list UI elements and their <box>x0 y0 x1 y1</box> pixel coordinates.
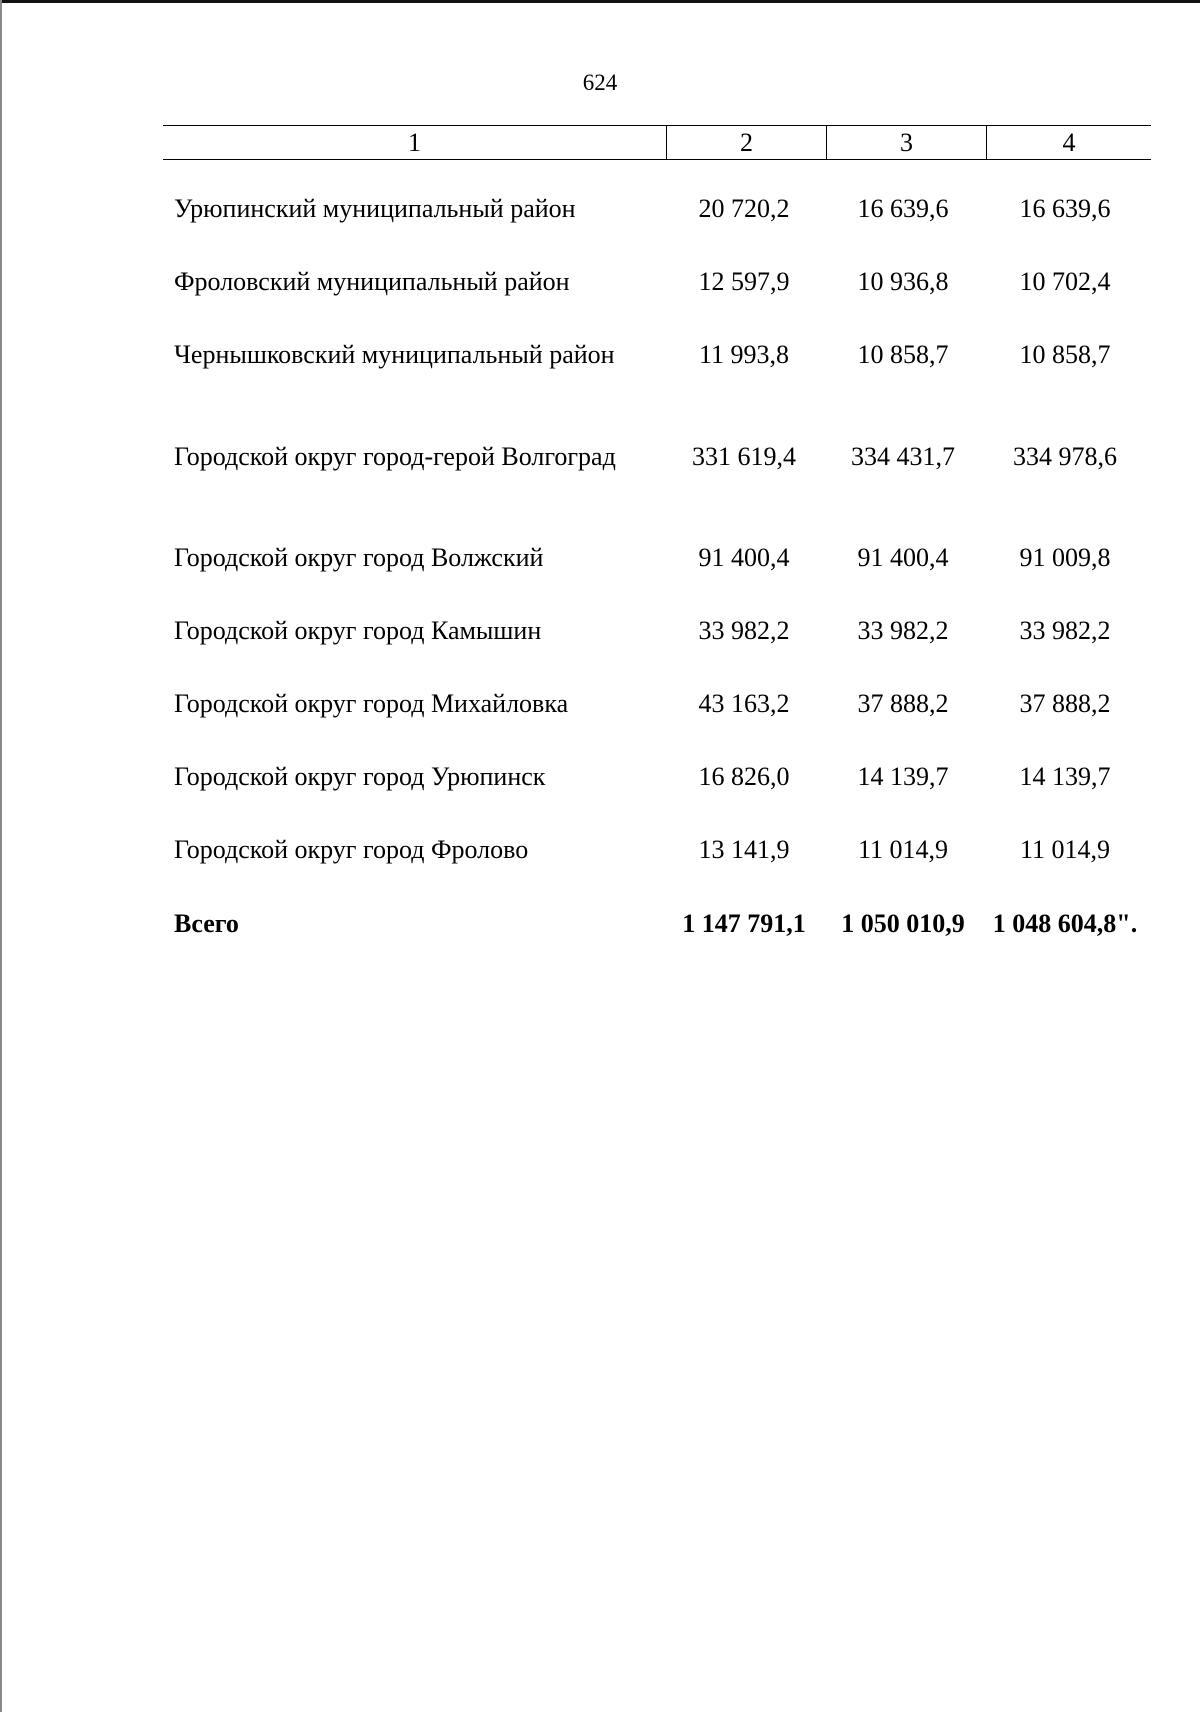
row-value-col-3: 10 936,8 <box>857 267 949 296</box>
header-col-3: 3 <box>826 126 986 159</box>
row-value-col-2: 331 619,4 <box>692 442 796 471</box>
row-name: Городской округ город Фролово <box>174 835 529 864</box>
row-value-col-4: 11 014,9 <box>1019 835 1111 864</box>
row-value-col-4: 10 858,7 <box>1019 340 1111 369</box>
row-value-col-4: 37 888,2 <box>1019 689 1111 718</box>
row-value-col-3: 11 014,9 <box>857 835 949 864</box>
row-name: Городской округ город Камышин <box>174 616 542 645</box>
row-name: Городской округ город-герой Волгоград <box>174 442 616 471</box>
row-value-col-4: 91 009,8 <box>1019 543 1111 572</box>
row-value-col-2: 13 141,9 <box>698 835 790 864</box>
row-name: Городской округ город Волжский <box>174 543 544 572</box>
total-value-col-3: 1 050 010,9 <box>841 909 965 938</box>
header-col-4: 4 <box>986 126 1151 159</box>
row-value-col-3: 10 858,7 <box>857 340 949 369</box>
row-value-col-3: 33 982,2 <box>857 616 949 645</box>
row-value-col-3: 16 639,6 <box>857 194 949 223</box>
table-header <box>163 125 1151 160</box>
row-name: Городской округ город Урюпинск <box>174 762 546 791</box>
row-value-col-3: 334 431,7 <box>851 442 955 471</box>
row-value-col-4: 14 139,7 <box>1019 762 1111 791</box>
row-value-col-3: 37 888,2 <box>857 689 949 718</box>
total-value-col-2: 1 147 791,1 <box>682 909 806 938</box>
scan-top-edge <box>0 0 1200 3</box>
row-value-col-4: 33 982,2 <box>1019 616 1111 645</box>
row-value-col-4: 334 978,6 <box>1013 442 1117 471</box>
total-label: Всего <box>174 909 239 938</box>
row-value-col-2: 11 993,8 <box>698 340 790 369</box>
row-value-col-2: 43 163,2 <box>698 689 790 718</box>
page-number: 624 <box>582 70 618 95</box>
header-col-2: 2 <box>666 126 826 159</box>
row-value-col-2: 12 597,9 <box>698 267 790 296</box>
row-name: Урюпинский муниципальный район <box>174 194 576 223</box>
row-value-col-2: 33 982,2 <box>698 616 790 645</box>
row-value-col-4: 16 639,6 <box>1019 194 1111 223</box>
scan-left-edge <box>0 0 2 1712</box>
row-value-col-3: 91 400,4 <box>857 543 949 572</box>
total-value-col-4: 1 048 604,8". <box>992 909 1138 938</box>
row-value-col-2: 16 826,0 <box>698 762 790 791</box>
row-value-col-2: 20 720,2 <box>698 194 790 223</box>
row-value-col-4: 10 702,4 <box>1019 267 1111 296</box>
row-name: Чернышковский муниципальный район <box>174 340 615 369</box>
row-name: Фроловский муниципальный район <box>174 267 570 296</box>
row-name: Городской округ город Михайловка <box>174 689 569 718</box>
row-value-col-3: 14 139,7 <box>857 762 949 791</box>
row-value-col-2: 91 400,4 <box>698 543 790 572</box>
header-col-1: 1 <box>408 127 421 157</box>
